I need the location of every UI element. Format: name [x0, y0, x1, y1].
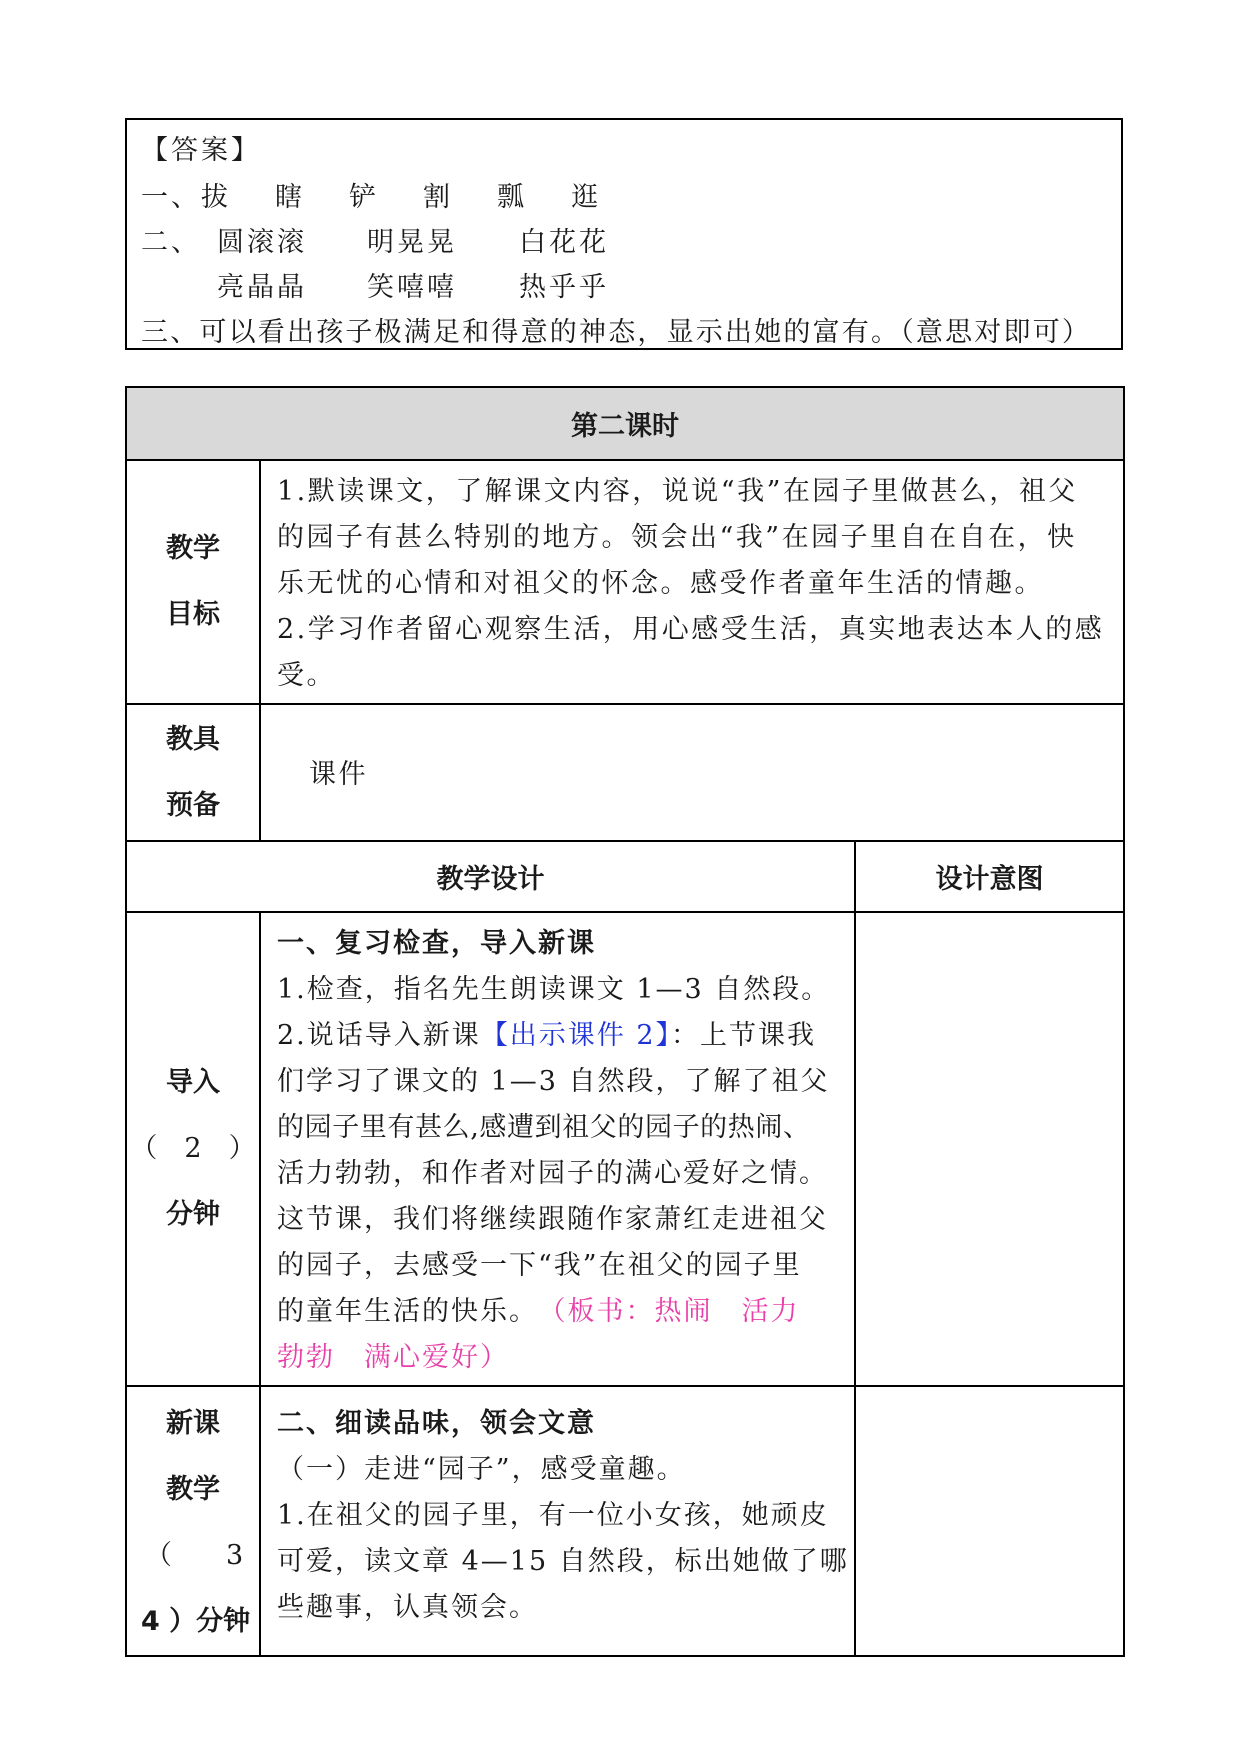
new-lesson-line: 可爱，读文章 4—15 自然段，标出她做了哪	[277, 1546, 849, 1577]
goals-content	[260, 460, 1124, 704]
new-lesson-line: 些趣事，认真领会。	[277, 1592, 538, 1623]
new-lesson-label-1: 新课	[166, 1408, 220, 1439]
answer-word: 圆滚滚	[217, 227, 307, 258]
answer-word: 拔	[201, 182, 231, 213]
answer-word: 瞎	[275, 182, 305, 213]
answer-word: 白花花	[519, 227, 609, 258]
answer-title: 【答案】	[141, 135, 261, 166]
answer-word: 明晃晃	[367, 227, 457, 258]
tools-label-1: 教具	[166, 723, 220, 755]
intro-line: 这节课，我们将继续跟随作家萧红走进祖父	[277, 1204, 828, 1235]
intro-label-3: 分钟	[166, 1199, 220, 1230]
goals-line: 的园子有甚么特别的地方。领会出“我”在园子里自在自在，快	[277, 522, 1077, 553]
tools-row	[126, 704, 1124, 841]
new-lesson-content	[260, 1386, 855, 1656]
board-note-2: 勃勃 满心爱好）	[277, 1342, 509, 1373]
new-lesson-line: 1.在祖父的园子里，有一位小女孩，她顽皮	[277, 1500, 829, 1531]
design-heading: 教学设计	[126, 841, 855, 912]
answer-word: 亮晶晶	[217, 272, 307, 303]
intro-last-line: 的童年生活的快乐。	[277, 1296, 538, 1327]
tools-label-2: 预备	[166, 789, 220, 821]
intent-heading: 设计意图	[855, 841, 1124, 912]
intro-label-2: （ 2 ）	[130, 1133, 256, 1164]
new-lesson-label	[126, 1386, 260, 1656]
board-note-1: （板书：热闹 活力	[552, 1296, 800, 1327]
answer-word: 割	[423, 182, 453, 213]
intro-row	[126, 912, 1124, 1386]
intro-label-1: 导入	[166, 1067, 220, 1098]
new-lesson-label-4: 4 ）分钟	[141, 1606, 251, 1637]
lesson-table	[125, 386, 1125, 1657]
lesson-title-row	[126, 387, 1124, 460]
intro-line: 的园子里有甚么,感遭到祖父的园子的热闹、	[277, 1112, 811, 1143]
new-lesson-row	[126, 1386, 1124, 1656]
new-lesson-label-2: 教学	[166, 1474, 220, 1505]
goals-line: 乐无忧的心情和对祖父的怀念。感受作者童年生活的情趣。	[277, 568, 1044, 599]
lesson-title: 第二课时	[126, 387, 1124, 460]
answer-line-4: 三、可以看出孩子极满足和得意的神态，显示出她的富有。（意思对即可）	[141, 317, 1092, 348]
intro-label	[126, 912, 260, 1386]
courseware-link: 【出示课件 2】	[480, 1020, 672, 1051]
intro-line: 1.检查，指名先生朗读课文 1—3 自然段。	[277, 974, 831, 1005]
intro-line-post: ：上节课我	[671, 1020, 817, 1051]
goals-line: 1.默读课文，了解课文内容，说说“我”在园子里做甚么，祖父	[277, 476, 1078, 507]
new-lesson-subtitle: （一）走进“园子”，感受童趣。	[277, 1454, 686, 1485]
intro-content	[260, 912, 855, 1386]
new-lesson-label-3: （ 3	[145, 1540, 244, 1571]
new-lesson-intent	[855, 1386, 1124, 1656]
new-lesson-section-title: 二、细读品味，领会文意	[277, 1408, 596, 1439]
goals-label	[126, 460, 260, 704]
intro-line-pre: 2.说话导入新课	[277, 1020, 481, 1051]
answer-line-2-prefix: 二、	[141, 227, 201, 258]
answer-word: 笑嘻嘻	[367, 272, 457, 303]
goals-line: 受。	[277, 660, 336, 691]
answer-line-1-prefix: 一、	[141, 182, 201, 213]
intro-line: 的园子，去感受一下“我”在祖父的园子里	[277, 1250, 802, 1281]
goals-label-2: 目标	[166, 599, 220, 630]
answer-word: 瓢	[497, 182, 527, 213]
goals-label-1: 教学	[166, 533, 220, 564]
goals-row	[126, 460, 1124, 704]
intro-line	[277, 1013, 854, 1059]
intro-line: 活力勃勃，和作者对园子的满心爱好之情。	[277, 1158, 828, 1189]
answer-word: 逛	[571, 182, 601, 213]
intro-section-title: 一、复习检查，导入新课	[277, 928, 596, 959]
answer-line-1	[141, 175, 601, 214]
intro-intent	[855, 912, 1124, 1386]
answer-box	[125, 118, 1123, 350]
answer-word: 铲	[349, 182, 379, 213]
tools-content: 课件	[260, 704, 1124, 841]
intro-line: 们学习了课文的 1—3 自然段，了解了祖父	[277, 1066, 830, 1097]
answer-line-3	[217, 265, 609, 304]
answer-line-2	[141, 220, 609, 259]
intro-line	[277, 1289, 854, 1335]
answer-word: 热乎乎	[519, 272, 609, 303]
goals-line: 2.学习作者留心观察生活，用心感受生活，真实地表达本人的感	[277, 614, 1105, 645]
tools-label	[126, 704, 260, 841]
design-heading-row	[126, 841, 1124, 912]
